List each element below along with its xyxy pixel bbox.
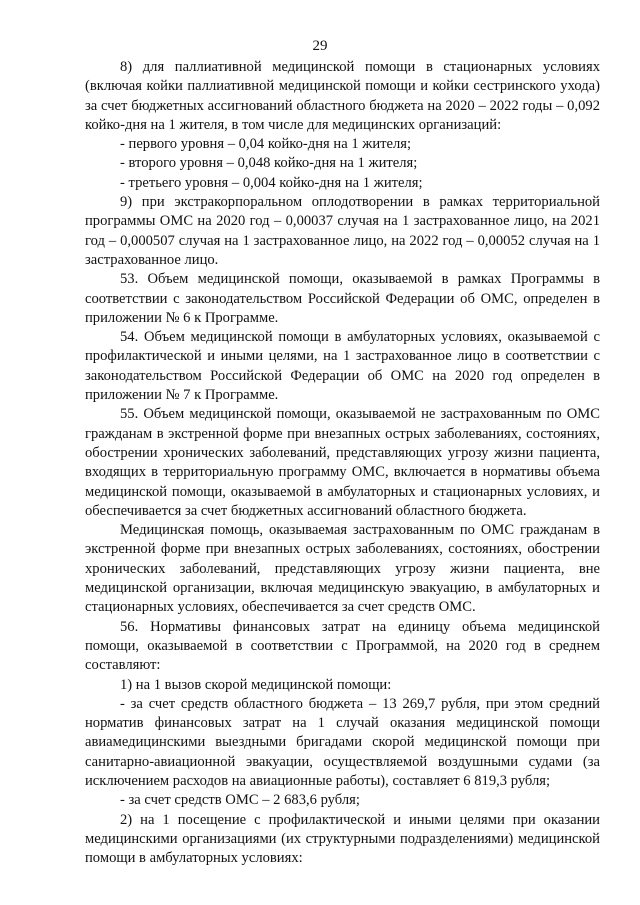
paragraph-56: 56. Нормативы финансовых затрат на единицу объема медицинской помощи, оказываемой в соответствии с Программой, на 2020 год в среднем составляют: [85, 618, 600, 674]
list-item-oms-funds: - за счет средств ОМС – 2 683,6 рубля; [120, 792, 360, 809]
paragraph-item-8: 8) для паллиативной медицинской помощи в стационарных условиях (включая койки паллиативной медицинской помощи и койки сестринского ухода) за счет бюджетных ассигнований областного бюджета на 2020 – 2022 годы – 0,092 койко-дня на 1 жителя, в том числе для медицинских организаций: [85, 59, 600, 133]
paragraph-item-1: 1) на 1 вызов скорой медицинской помощи: [120, 676, 392, 693]
paragraph-emergency-care: Медицинская помощь, оказываемая застрахованным по ОМС гражданам в экстренной форме при внезапных острых заболеваниях, состояниях, обострении хронических заболеваний, представляющих угрозу жизни пациента, вне медицинской организации, включая медицинскую эвакуацию, в амбулаторных и стационарных условиях, обеспечивается за счет средств ОМС. [85, 522, 600, 616]
paragraph-53: 53. Объем медицинской помощи, оказываемой в рамках Программы в соответствии с законодательством Российской Федерации об ОМС, определен в приложении № 6 к Программе. [85, 271, 600, 326]
list-item-first-level: - первого уровня – 0,04 койко-дня на 1 жителя; [120, 136, 412, 153]
paragraph-item-2: 2) на 1 посещение с профилактической и иными целями при оказании медицинскими организациями (их структурными подразделениями) медицинской помощи в амбулаторных условиях: [85, 811, 600, 867]
paragraph-item-9: 9) при экстракорпоральном оплодотворении в рамках территориальной программы ОМС на 2020 год – 0,00037 случая на 1 застрахованное лицо, на 2021 год – 0,000507 случая на 1 застрахованное лицо, на 2022 год – 0,00052 случая на 1 застрахованное лицо. [85, 194, 600, 268]
list-item-third-level: - третьего уровня – 0,004 койко-дня на 1 жителя; [120, 174, 423, 191]
paragraph-55: 55. Объем медицинской помощи, оказываемой не застрахованным по ОМС гражданам в экстренной форме при внезапных острых заболеваниях, состояниях, обострении хронических заболеваний, представляющих угрозу жизни пациента, входящих в территориальную программу ОМС, включается в нормативы объема медицинской помощи, оказываемой в амбулаторных и стационарных условиях, и обеспечивается за счет бюджетных ассигнований областного бюджета. [85, 406, 600, 519]
page-number: 29 [312, 38, 328, 54]
paragraph-54: 54. Объем медицинской помощи в амбулаторных условиях, оказываемой с профилактической и иными целями, на 1 застрахованное лицо в соответствии с законодательством Российской Федерации об ОМС на 2020 год определен в приложении № 7 к Программе. [85, 329, 600, 404]
document-body [85, 58, 600, 868]
list-item-second-level: - второго уровня – 0,048 койко-дня на 1 жителя; [120, 155, 418, 172]
list-item-regional-budget: - за счет средств областного бюджета – 13 269,7 рубля, при этом средний норматив финансовых затрат на 1 случай оказания медицинской помощи авиамедицинскими выездными бригадами скорой медицинской помощи при санитарно-авиационной эвакуации, осуществляемой воздушными судами (за исключением расходов на авиационные работы), составляет 6 819,3 рубля; [85, 695, 600, 789]
